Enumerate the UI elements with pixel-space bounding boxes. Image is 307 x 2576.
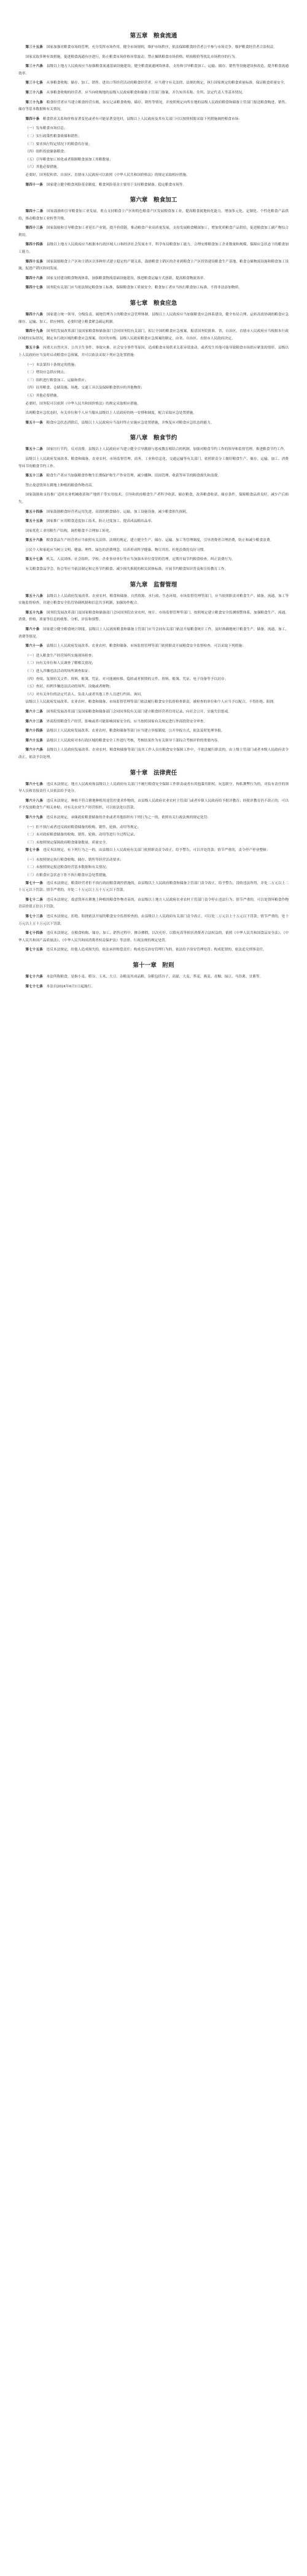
article-paragraph [18,259,289,273]
article-text: 本法所称粮食，是指小麦、稻谷、玉米、大豆、杂粮及其成品粮。杂粮包括谷子、高粱、大麦、荞麦、燕麦、青稞、绿豆、马铃薯、甘薯等。 [46,975,263,979]
article-number: 第三十八条 [25,90,43,95]
article-number: 第七十二条 [25,898,43,902]
article-text: 出现粮食应急状态时，有关单位和个人应当服从县级以上人民政府的统一安排和调度，配合采取应急处置措施。 [25,411,197,416]
article-text: 违反本法规定，地方人民政府和县级以上人民政府有关部门不履行粮食安全保障工作职责或者有其他滥用职权、玩忽职守、徇私舞弊行为的，对负有责任的领导人员和直接责任人员依法给予处分。 [18,782,289,794]
chapter-title: 第六章 粮食加工 [130,197,177,204]
article-paragraph [18,509,289,516]
article-paragraph [18,420,289,427]
article-text: 国家采取多种有效措施，促进粮食流通有序进行，防止粮食市场价格异常波动。禁止操纵粮食市场价格、哄抬粮价等扰乱市场秩序的行为。 [25,55,239,59]
article-text: 国家推广应用粮食适度加工技术，防止过度加工，提高成品粮出品率。 [46,520,155,524]
article-text: 县级以上人民政府发展改革、农业农村、粮食和储备等部门应当建立举报制度，公开举报方式，依法及时处理举报。 [46,729,225,733]
article-text: 国务院发展改革部门及国家粮食和储备部门会同国务院有关部门建立粮食经营者信用记录，向社会公开，实施失信惩戒。 [46,709,231,714]
chapter-title: 第八章 粮食节约 [130,435,177,442]
article-paragraph [18,63,289,77]
chapter-title: 第十一章 附则 [133,962,174,969]
article-number: 第七十四条 [25,931,43,936]
article-text: 国家建立健全粮食风险基金制度。粮食风险基金主要用于支持粮食储备、稳定粮食市场等。 [46,183,187,187]
article-text: 国家支持建设粮食物流体系，加强粮食物流基础设施建设，推进粮食运输方式创新，提高粮食物流效率。 [46,276,208,280]
article-text: 国家鼓励和引导粮食加工者延长产业链，提升价值链，推动粮食产业高质量发展，支持发展粮食精深加工，增加优质粮食产品供给，促进粮食加工副产物综合利用。 [18,226,289,237]
article-number: 第五十二条 [25,448,43,452]
chapter [18,433,289,573]
article-text: 国家鼓励粮食主产区和主销区以多种形式建立稳定的产销关系，鼓励粮食主销区的企业到粮食主产区投资建设粮食生产基地、粮食仓储物流设施和粮食加工设施，促进产销区协同发展。 [18,259,289,271]
chapter [18,298,289,427]
article-number: 第三十五条 [25,45,43,49]
article-paragraph [18,537,289,545]
article-text: 县级以上地方人民政府应当根据本行政区域人口和经济社会发展水平，科学布局粮食加工能力，合理安排粮食加工企业数量和规模，保障应急状态下的粮食加工能力。 [18,243,289,255]
article-text: 违反本法规定，在粮食收购、储存、加工、销售过程中，掺杂掺假、以次充好、以假充真等损害消费者合法权益的，依照《中华人民共和国食品安全法》、《中华人民共和国产品质量法》、《中华人民共和国消费者权益保护法》等法律、行政法规的规定处罚。 [18,931,289,942]
article-number: 第五十三条 [25,474,43,478]
article-item: （三）要求执行特定情况下的粮食库存量； [25,142,92,146]
article-item: （二）向有关单位和人员调查了解相关情况； [25,662,96,666]
chapter-title: 第九章 监督管理 [130,581,177,588]
article-item: （三）组织进行粮食加工、运输和供应； [25,378,88,382]
article-paragraph [18,626,289,641]
article-number: 第四十八条 [25,313,43,317]
article-number: 第七十条 [25,848,40,853]
article-paragraph [18,100,289,114]
article-text: 从事粮食收购、储存、加工、销售、进出口等经营活动的粮食经营者，应当遵守有关法律、法规的规定，执行国家规定的粮食质量标准，保证粮食质量安全。 [46,81,287,85]
article-paragraph [18,90,289,97]
article-text: 违反本法规定，种植不符合耕地种植用途管控要求作物的，由县级人民政府农业农村主管部门或者乡镇人民政府给予批评教育；经批评教育仍不改正的，可以不予发放粮食生产相关补贴；对有关农业生产经营组织，可以依法处以罚款。 [18,799,289,810]
document [18,0,289,1030]
article-number: 第七十六条 [25,975,43,979]
article-item: （六）其他必要措施。 [25,165,61,170]
article-text: 国家厉行节约，反对浪费。县级以上人民政府应当建立健全引导激励与惩戒教育相结合的机制，加强对粮食节约工作的领导和监督管理，推进粮食节约工作。 [46,448,287,452]
article-number: 第四十三条 [25,226,43,231]
article-item: （三）进入涉嫌违法活动的场所调查取证； [25,670,92,673]
article-text: 从事粮食收购的经营者，应当向收购地的县级人民政府粮食和储备主管部门备案，并告知其名称、住所、法定代表人等基本情况。 [46,90,246,95]
article-text: 县级以上人民政府发展改革、农业农村、粮食和储备、市场监督管理等部门依照职责开展粮食安全监督检查，可以采取下列措施： [46,644,246,649]
article-text: 国家加强对粮食市场的管理，充分发挥市场作用，健全市场规则，维护市场秩序，依法保障粮食经营者公平参与市场竞争，维护粮食经营者合法权益。 [46,45,277,49]
article-number: 第五十条 [25,346,40,350]
chapter [18,195,289,292]
article-paragraph [18,44,289,52]
article-paragraph [18,172,289,180]
article-paragraph [18,984,289,991]
article-number: 第五十七条 [25,558,43,562]
article-text: 国家建立统一领导、分级负责、属地管理为主的粮食应急管理体制。县级以上人民政府应当加强粮食应急体系建设，健全布局合理、运转高效协调的粮食应急储存、运输、加工、供应网络，必要时建立粮食紧急疏运机制。 [18,313,289,324]
article-paragraph [18,556,289,564]
article-text: 粮食经营者应当建立粮食经营台账，如实记录粮食收购、储存、销售等情况，并按照规定向所在地的县级人民政府粮食和储备主管部门报送粮食购进、销售、储存等基本数据和有关情况。 [18,100,289,112]
article-paragraph [18,446,289,454]
article-number: 第六十六条 [25,748,43,753]
article-text: 违反本法规定，承储政府粮食储备的企业或者其他组织有下列行为之一的，依照有关行政法规的规定处罚： [46,815,211,820]
article-text: 国家鼓励和支持推广适时农业机械收获和产地烘干等实用技术，引导和扶持粮食生产者科学收获、储存粮食，改善粮食收获、储存条件，保障粮食品质良好，减少产后损失。 [18,493,289,504]
article-number: 第三十七条 [25,81,43,85]
chapter-title: 第五章 粮食流通 [130,33,177,39]
article-paragraph [18,610,289,624]
article-number: 第六十三条 [25,719,43,724]
article-paragraph [18,401,289,408]
article-paragraph [18,547,289,555]
article-item: （一）拒不执行或者违反政府粮食储备的收购、销售、轮换、动用等规定； [25,825,141,829]
article-paragraph [18,880,289,895]
article-item: （二）未按照规定报送粮食经营基本数据和有关情况； [25,866,109,870]
article-paragraph [18,528,289,535]
article-item: （三）在粮食应急状态下拒不执行粮食应急处置措施。 [25,874,109,878]
article-text: 违反本法规定，给他人造成损失的，依法承担赔偿责任；构成违反治安管理行为的，依法给予治安管理处罚；构成犯罪的，依法追究刑事责任。 [46,948,266,952]
article-text: 县级以上地方人民政府应当加强粮食流通基础设施建设，健全粮食流通网络体系，支持和引导粮食加工、运输、储存、销售等设施建设和改造，提升粮食流通效率。 [18,65,289,76]
article-item: （四）查阅、复制有关文件、资料、账簿、凭证，对可能被转移、隐匿或者损毁的文件、资料、账簿、凭证、电子设备等予以封存； [25,677,228,681]
article-text: 违反本法规定，粮食经营者拒不执行政府粮食调控措施的，由县级以上人民政府粮食和储备主管部门责令改正，给予警告，没收违法所得，并处二万元以上二十万元以下罚款；情节严重的，并处二十万元以上五十万元以下罚款。 [18,881,289,893]
article-number: 第七十五条 [25,948,43,952]
article-number: 第四十九条 [25,330,43,334]
article-paragraph [18,719,289,726]
article-item: （一）进入粮食生产经营场所实施现场检查； [25,654,96,658]
article-text: 粮食食品生产经营者应当依照有关法律、法规的规定，建立健全生产、储存、运输、加工等管理制度，引导消费者合理消费，防止和减少粮食浪费。 [46,539,274,543]
article-paragraph [18,483,289,490]
article-item: （三）未按照规定保障政府粮食储备数量、质量安全。 [25,840,109,845]
article-text: 县级以上人民政府发展改革、粮食和储备、农业农村、市场监督管理、商务、工业和信息化、交通运输等有关部门，依照职责分工做好粮食生产、储存、运输、加工、消费等环节的粮食节约工作。 [18,457,289,468]
article-paragraph [18,80,289,87]
article-number: 第四十五条 [25,259,43,264]
article-paragraph [18,847,289,855]
article-number: 第四十一条 [25,183,43,187]
article-item: （一）本法第四十条规定的措施； [25,363,78,367]
article-paragraph [18,492,289,506]
chapter-title: 第十章 法律责任 [130,769,177,776]
article-paragraph [18,242,289,256]
article-paragraph [18,473,289,480]
article-number: 第五十八条 [25,594,43,598]
article-text: 必要时，国务院可以依照《中华人民共和国价格法》的规定采取相应措施。 [25,401,141,406]
article-text: 因重大自然灾害、公共卫生事件、事故灾难、社会安全事件等原因，造成粮食市场供求关系异常波动，或者发生其他可能导致粮食市场供应紧张的情形，县级以上人民政府应当及时启动粮食应急预案，并可以依法采取下列应急处置措施： [18,346,289,357]
article-paragraph [18,285,289,292]
article-paragraph [18,781,289,796]
article-text: 国家建立健全粮食统计制度。县级以上人民政府粮食和储备主管部门应当会同有关部门依法开展粮食统计工作，及时准确地统计粮食生产、储备、流通、加工、消费等情况。 [18,628,289,639]
article-text: 违反本法规定，拒绝、阻挠依法开展的粮食安全监督检查的，由县级以上人民政府有关部门责令改正，可以处二万元以上十万元以下罚款；情节严重的，处十万元以上五十万元以下罚款。 [18,915,289,926]
article-number: 第六十五条 [25,738,43,743]
article-paragraph [18,897,289,911]
article-text: 县级以上人民政府发展改革、农业农村、粮食和储备、自然资源、水行政、生态环境、市场监督管理等部门，应当依照职责对粮食生产、储备、流通、加工等实施监督检查，并建立粮食安全监管协调机制和信息共享机制，加强协作配合。 [18,594,289,606]
article-text: 违反本法规定，有下列行为之一的，由县级以上人民政府有关部门依照职责责令改正，给予警告，可以并处罚款；情节严重的，责令停产停业整顿： [42,848,270,853]
article-paragraph [18,566,289,574]
article-item: （五）查封、扣押涉嫌违法活动的场所、设施或者财物； [25,685,113,689]
article-paragraph [18,930,289,944]
article-number: 第五十六条 [25,539,43,543]
article-number: 第六十九条 [25,815,43,820]
article-text: 国家优化工业用粮生产结构，调控粮食不合理加工转化。 [25,529,113,533]
article-text: 国家鼓励和引导粮食加工业发展，重点支持粮食主产区和特色粮食产区发展粮食加工业，提高粮食就地转化能力，增加多元化、定制化、个性化粮食产品供给，推动粮食加工业转型升级。 [18,210,289,221]
article-text: 粮食供求关系和价格显著变化或者有可能显著变化时，县级以上人民政府及其有关部门可以按照权限采取下列措施调控粮食市场： [42,117,243,121]
article-text: 必要时，国务院和省、自治区、直辖市人民政府可以依照《中华人民共和国价格法》的规定采取相应措施。 [25,173,190,177]
article-text: 国家鼓励粮食经营者运用先进、高效的粮食储存、运输、加工设施设备，减少粮食损失损耗。 [46,510,190,514]
article-text: 粮食应急状态消除后，县级以上人民政府应当及时终止实施应急处置措施，并恢复应对粮食应急状态的能力。 [46,421,214,425]
article-paragraph [18,709,289,716]
article-number: 第四十六条 [25,276,43,280]
article-text: 国务院发展改革部门及国家粮食和储备部门会同国务院农业农村、统计、市场监督管理等部门，按照规定建立粮食安全监测预警体系，加强粮食生产、流通、消费、价格、质量等信息的收集、分析、评估和预警。 [18,610,289,622]
article-number: 第五十五条 [25,520,43,524]
article-paragraph [18,728,289,735]
article-paragraph [18,116,289,124]
article-number: 第六十八条 [25,799,43,803]
article-number: 第七十一条 [25,881,43,885]
article-item: （四）组织投放储备粮食； [25,150,68,154]
article-paragraph [18,815,289,822]
article-paragraph [18,914,289,928]
article-text: 机关、人民团体、社会组织、学校、企业事业单位等应当加强本单位食堂的管理，定期开展节约粮食检查，纠正浪费行为。 [46,558,235,562]
article-item: （二）未对政府粮食储备的收购、销售、轮换、动用等进行全过程记录； [25,833,138,837]
article-number: 第五十四条 [25,510,43,514]
article-number: 第三十六条 [25,65,43,69]
article-item: （五）引导粮食加工转化或者限制粮食深加工用粮数量； [25,157,113,162]
article-paragraph [18,738,289,745]
article-number: 第六十二条 [25,709,43,714]
article-text: 本法自2024年6月1日起施行。 [46,984,95,989]
article-text: 县级以上人民政府发展改革、农业农村、粮食和储备等部门及其工作人员在粮食安全保障工作中，不依法履行职责的，由上级主管部门或者本级人民政府责令改正，依法予以处理。 [18,748,289,759]
article-paragraph [18,518,289,526]
article-text: 公民个人和家庭应当树立文明、健康、理性、绿色的消费理念，培养形成科学健康、物尽其用、杜绝浪费的良好习惯。 [25,548,208,552]
article-number: 第四十七条 [25,286,43,290]
article-text: 县级以上人民政府对本行政区域的粮食安全工作进行考核，考核结果作为有关领导干部综合考核评价的重要内容。 [46,738,221,743]
article-paragraph [18,312,289,326]
article-paragraph [18,456,289,470]
article-paragraph [18,699,289,706]
article-paragraph [18,947,289,954]
chapter [18,960,289,990]
article-number: 第六十一条 [25,644,43,649]
article-paragraph [18,275,289,283]
article-number: 第六十四条 [25,729,43,733]
article-paragraph [18,974,289,981]
article-item: （五）其他必要措施。 [25,393,61,398]
article-number: 第六十七条 [25,782,43,786]
article-paragraph [18,643,289,650]
article-number: 第四十四条 [25,243,43,247]
article-item: （四）征用粮食、仓储设施、场地、交通工具以及保障粮食供应的其他物资； [25,386,144,390]
article-number: 第三十九条 [25,100,43,105]
article-number: 第五十一条 [25,421,43,425]
article-text: 外商投资粮食生产经营，影响或者可能影响国家安全的，应当按照国家有关规定进行外商投资安全审查。 [46,719,208,724]
article-item: （二）增设应急供应网点； [25,371,68,375]
article-paragraph [18,410,289,417]
article-paragraph [18,747,289,761]
article-item: （一）未按照规定执行粮食收购、储存、销售等经营活动要求； [25,858,123,862]
article-paragraph [18,54,289,61]
article-item: （二）实行政策性粮食收储和销售； [25,134,82,138]
article-number: 第七十七条 [25,984,43,989]
article-text: 国务院有关部门应当依法制定粮食加工标准，保障粮食加工质量安全。粮食加工者应当执行粮食加工标准，不得非法添加物质。 [46,286,243,290]
article-number: 第四十二条 [25,210,44,214]
article-paragraph [18,593,289,607]
article-item: （一）发布粮食市场信息； [25,127,68,131]
article-item: （六）对有关单位的法定代表人、负责人或者其他工作人员进行约谈、询问。 [25,692,144,697]
article-number: 第七十三条 [25,915,43,919]
article-number: 第四十条 [25,117,40,121]
chapter-title: 第七章 粮食应急 [130,300,177,307]
article-text: 有关粮食食品学会、协会等应当依法制定和完善节约粮食、减少损失损耗的相关团体标准，开展节约粮食知识普及和宣传教育工作。 [25,567,228,572]
article-paragraph [18,345,289,359]
article-text: 县级以上人民政府发展改革、农业农村、粮食和储备、市场监督管理等部门依法履行粮食安全监督检查职责，被检查的单位和个人应当予以配合，不得拒绝、阻挠。 [25,700,277,705]
chapter [18,580,289,762]
article-paragraph [18,225,289,239]
article-text: 国务院发展改革部门及国家粮食和储备部门会同国务院有关部门，拟订全国的粮食应急预案，报请国务院批准。省、自治区、直辖市人民政府应当根据本行政区域的实际情况，制定本行政区域的粮食应急预案。设区的市级、县级人民政府粮食应急预案的制定，由省、自治区、直辖市人民政府决定。 [18,330,289,341]
article-text: 粮食生产者应当加强粮食作物生长期保护和生产作业管理，减少播种、田间管理、收获等环节的粮食损失和浪费。 [46,474,221,478]
chapter [18,31,289,189]
article-number: 第六十条 [25,628,40,632]
article-paragraph [18,182,289,189]
article-paragraph [18,328,289,342]
article-paragraph [18,798,289,812]
article-paragraph [18,208,289,223]
article-text: 违反本法规定，故意毁坏在耕地上种植的粮食作物青苗的，由县级以上地方人民政府农业农村主管部门责令停止违法行为；情节严重的，可以处毁坏粮食作物青苗价值五倍以下罚款。 [18,898,289,909]
article-number: 第五十九条 [25,610,43,615]
article-text: 禁止故意毁坏在耕地上种植的粮食作物青苗。 [25,483,96,488]
chapter [18,768,289,954]
